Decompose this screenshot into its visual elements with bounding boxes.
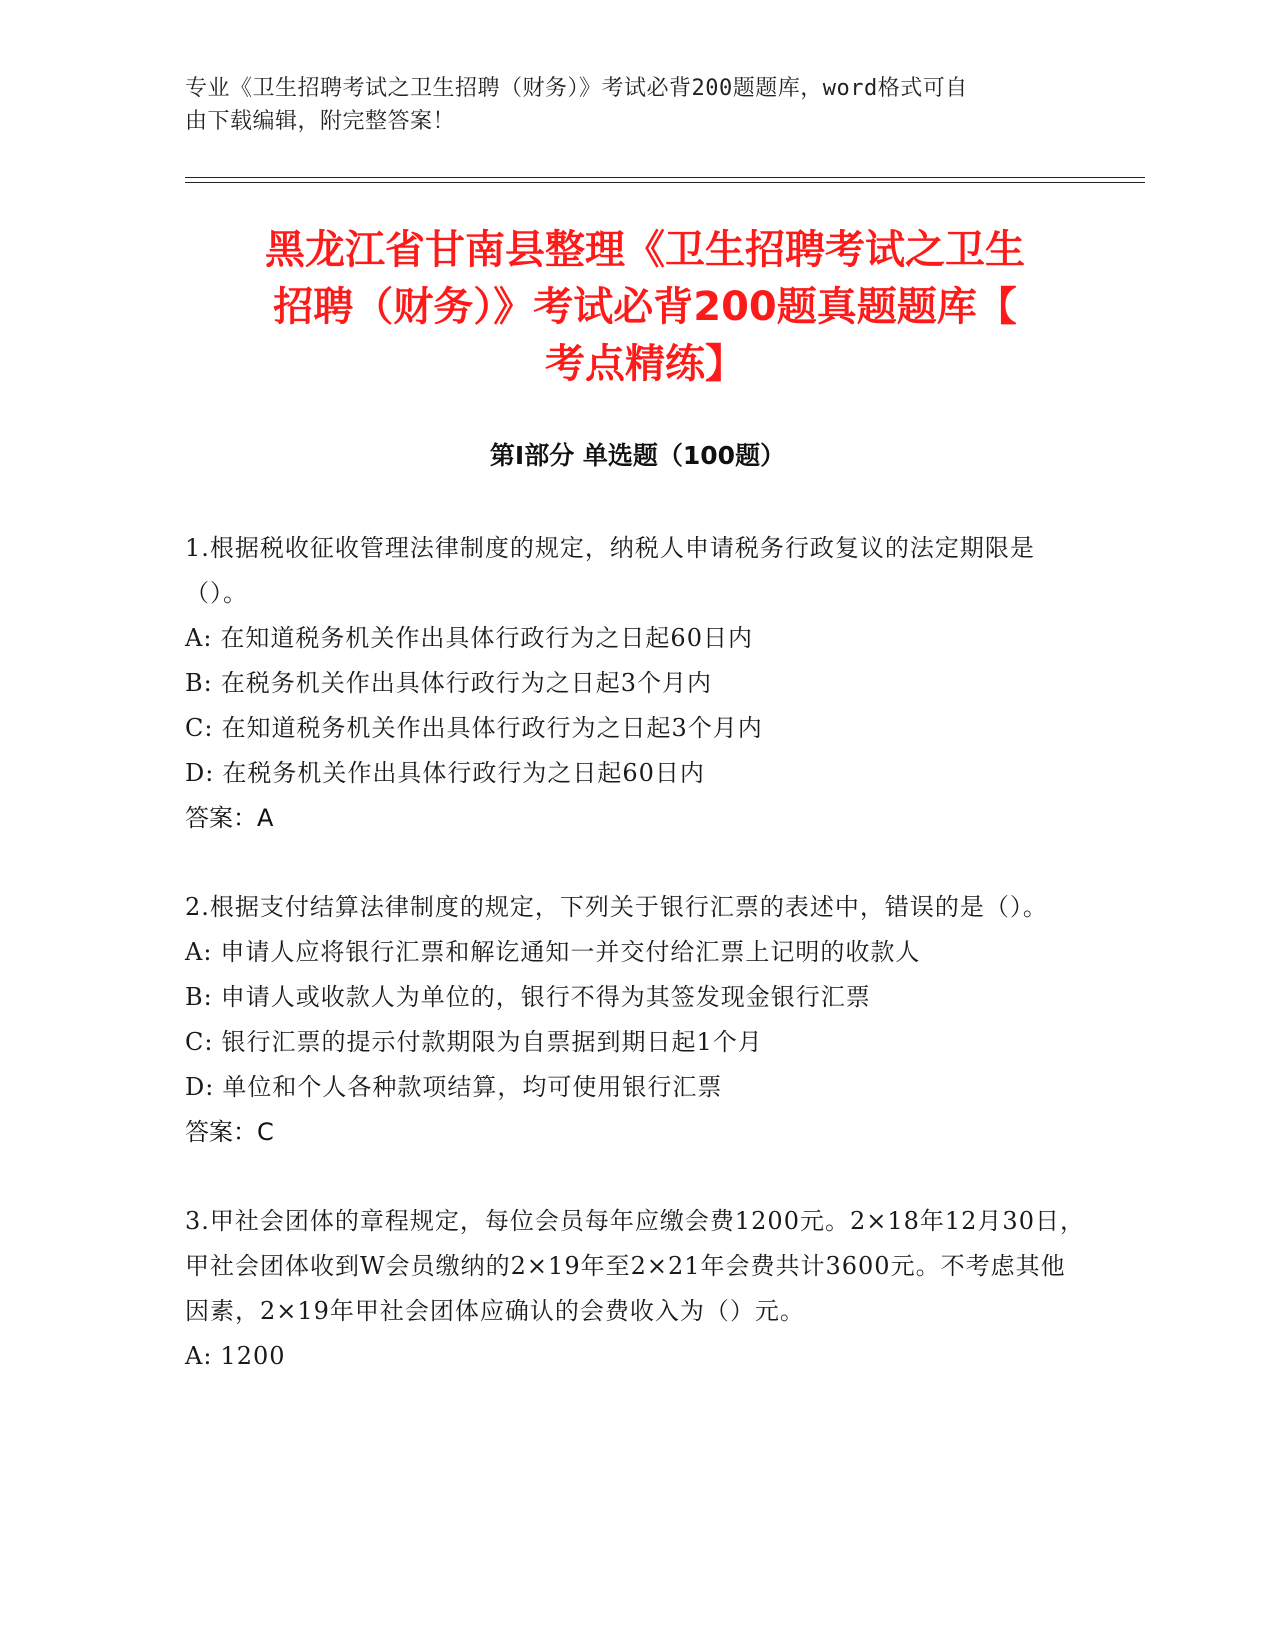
option-letter: D:	[185, 1073, 215, 1101]
option-text: 银行汇票的提示付款期限为自票据到期日起1个月	[221, 1028, 763, 1056]
option-letter: A:	[185, 938, 213, 966]
title-line: 考点精练】	[545, 341, 745, 387]
title-line: 招聘（财务）》考试必背200题真题题库【	[273, 284, 1017, 330]
question-list	[185, 526, 1085, 1423]
option-letter: C:	[185, 1028, 214, 1056]
option-letter: B:	[185, 983, 213, 1011]
option-text: 在税务机关作出具体行政行为之日起60日内	[222, 759, 705, 787]
question-option	[185, 616, 1085, 661]
option-letter: D:	[185, 759, 215, 787]
question-stem: 2.根据支付结算法律制度的规定，下列关于银行汇票的表述中，错误的是（）。	[185, 893, 1048, 921]
question-option	[185, 1065, 1085, 1110]
question-answer: 答案：C	[185, 1118, 274, 1146]
question-item	[185, 526, 1085, 841]
header-note-line: 由下载编辑，附完整答案！	[185, 109, 456, 134]
option-letter: C:	[185, 714, 214, 742]
header-divider	[185, 182, 1145, 183]
option-text: 1200	[220, 1342, 286, 1370]
question-option	[185, 975, 1085, 1020]
option-text: 在知道税务机关作出具体行政行为之日起3个月内	[221, 714, 763, 742]
question-option	[185, 751, 1085, 796]
question-item	[185, 885, 1085, 1155]
header-note	[185, 72, 1065, 138]
question-option	[185, 706, 1085, 751]
question-answer: 答案：A	[185, 804, 274, 832]
question-stem: 3.甲社会团体的章程规定，每位会员每年应缴会费1200元。2×18年12月30日，甲社会团体收到W会员缴纳的2×19年至2×21年会费共计3600元。不考虑其他因素，2×19年甲社会团体应确认的会费收入为（）元。	[185, 1207, 1085, 1325]
option-text: 在知道税务机关作出具体行政行为之日起60日内	[220, 624, 753, 652]
question-item	[185, 1199, 1085, 1379]
option-text: 申请人或收款人为单位的，银行不得为其签发现金银行汇票	[220, 983, 871, 1011]
header-note-line: 专业《卫生招聘考试之卫生招聘（财务）》考试必背200题题库，word格式可自	[185, 76, 968, 101]
section-title: 第I部分 单选题（100题）	[489, 441, 786, 470]
option-text: 单位和个人各种款项结算，均可使用银行汇票	[222, 1073, 723, 1101]
option-text: 申请人应将银行汇票和解讫通知一并交付给汇票上记明的收款人	[220, 938, 921, 966]
question-option	[185, 661, 1085, 706]
option-letter: A:	[185, 1342, 213, 1370]
option-letter: A:	[185, 624, 213, 652]
option-text: 在税务机关作出具体行政行为之日起3个月内	[220, 669, 713, 697]
option-letter: B:	[185, 669, 213, 697]
question-option	[185, 1334, 1085, 1379]
document-title	[185, 222, 1105, 393]
question-option	[185, 930, 1085, 975]
question-stem: 1.根据税收征收管理法律制度的规定，纳税人申请税务行政复议的法定期限是（）。	[185, 534, 1035, 607]
question-option	[185, 1020, 1085, 1065]
title-line: 黑龙江省甘南县整理《卫生招聘考试之卫生	[265, 227, 1025, 273]
header-divider	[185, 177, 1145, 178]
